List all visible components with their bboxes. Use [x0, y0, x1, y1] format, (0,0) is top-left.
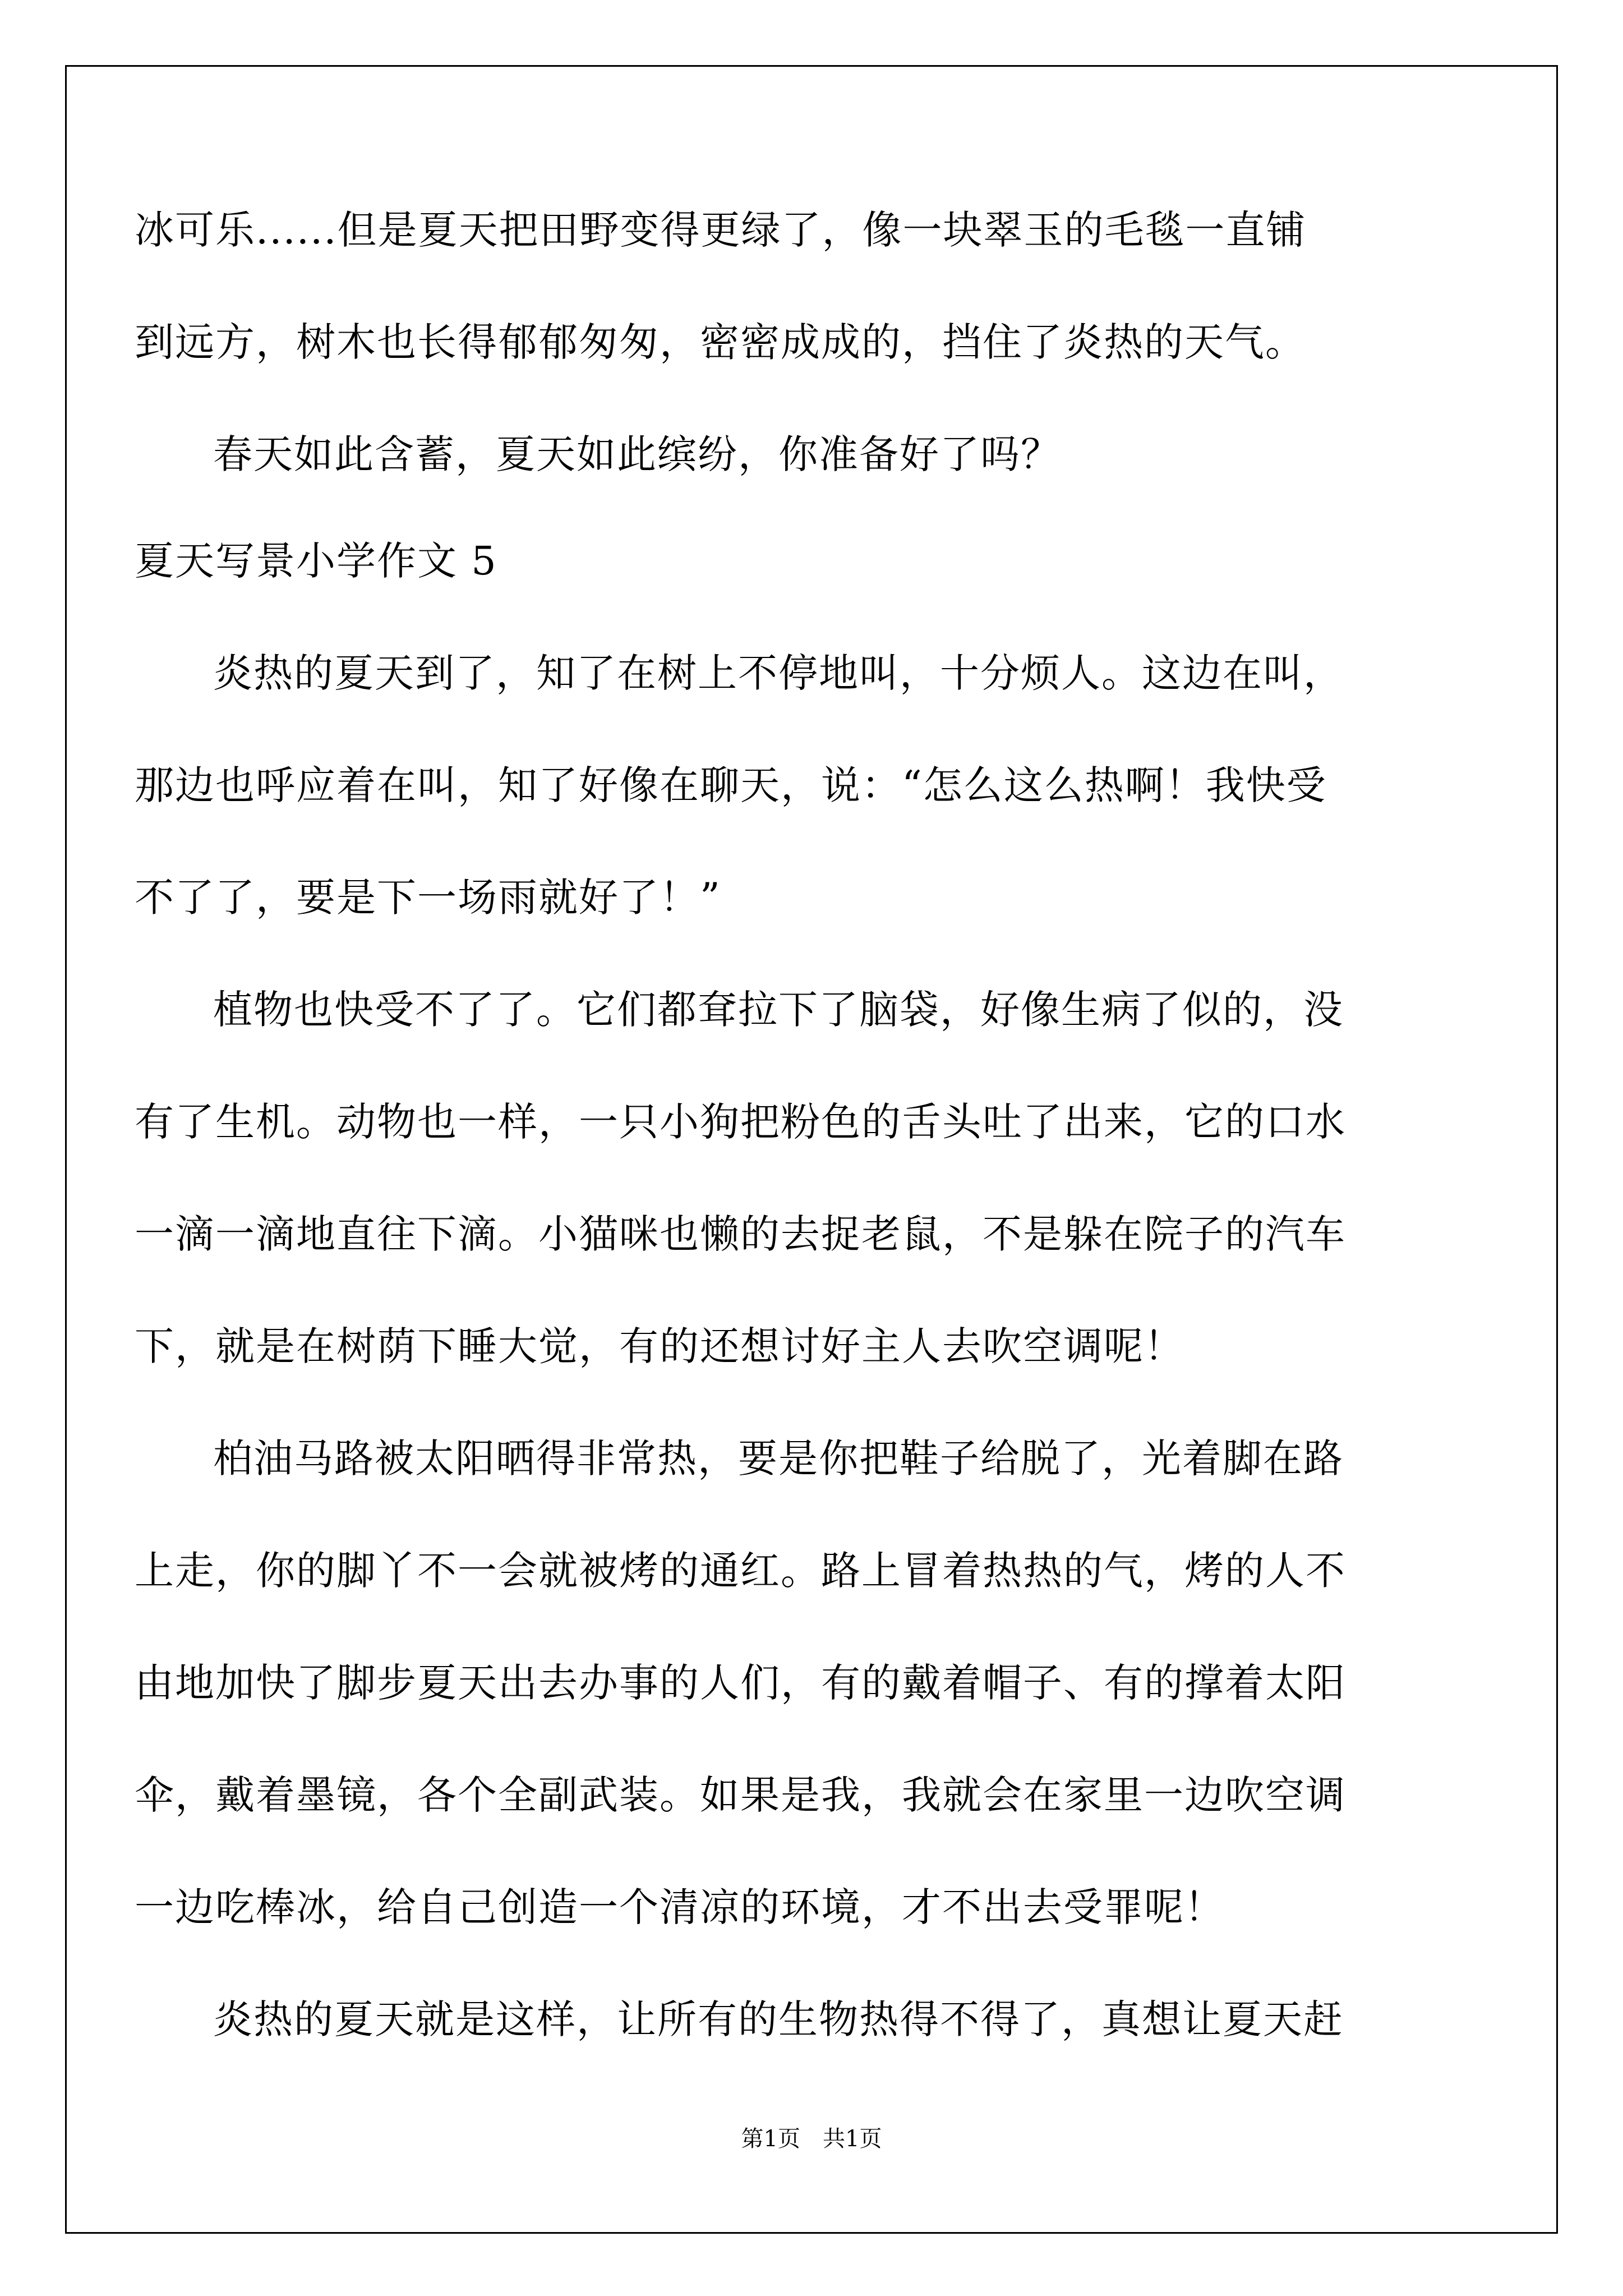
paragraph-line: 植物也快受不了了。它们都耷拉下了脑袋，好像生病了似的，没 — [213, 987, 1344, 1033]
paragraph-line: 春天如此含蓄，夏天如此缤纷，你准备好了吗？ — [213, 431, 1061, 477]
page-footer: 第1页 共1页 — [741, 2126, 882, 2152]
text-line: 下，就是在树荫下睡大觉，有的还想讨好主人去吹空调呢！ — [135, 1323, 1184, 1369]
text-line: 那边也呼应着在叫，知了好像在聊天，说：“怎么这么热啊！我快受 — [135, 762, 1327, 808]
text-line: 一滴一滴地直往下滴。小猫咪也懒的去捉老鼠，不是躲在院子的汽车 — [135, 1211, 1346, 1257]
text-line: 有了生机。动物也一样，一只小狗把粉色的舌头吐了出来，它的口水 — [135, 1099, 1346, 1145]
paragraph-line: 炎热的夏天就是这样，让所有的生物热得不得了，真想让夏天赶 — [213, 1996, 1344, 2042]
paragraph-line: 炎热的夏天到了，知了在树上不停地叫，十分烦人。这边在叫， — [213, 650, 1344, 696]
text-line: 冰可乐......但是夏天把田野变得更绿了，像一块翠玉的毛毯一直铺 — [135, 207, 1307, 253]
text-line: 到远方，树木也长得郁郁匆匆，密密成成的，挡住了炎热的天气。 — [135, 319, 1306, 365]
text-line: 伞，戴着墨镜，各个全副武装。如果是我，我就会在家里一边吹空调 — [135, 1772, 1346, 1818]
text-line: 上走，你的脚丫不一会就被烤的通红。路上冒着热热的气，烤的人不 — [135, 1548, 1346, 1594]
text-line: 一边吃棒冰，给自己创造一个清凉的环境，才不出去受罪呢！ — [135, 1884, 1225, 1930]
paragraph-line: 柏油马路被太阳晒得非常热，要是你把鞋子给脱了，光着脚在路 — [213, 1435, 1344, 1481]
text-line: 不了了，要是下一场雨就好了！” — [135, 875, 721, 921]
text-line: 由地加快了脚步夏天出去办事的人们，有的戴着帽子、有的撑着太阳 — [135, 1660, 1346, 1706]
section-heading: 夏天写景小学作文 5 — [135, 538, 497, 584]
